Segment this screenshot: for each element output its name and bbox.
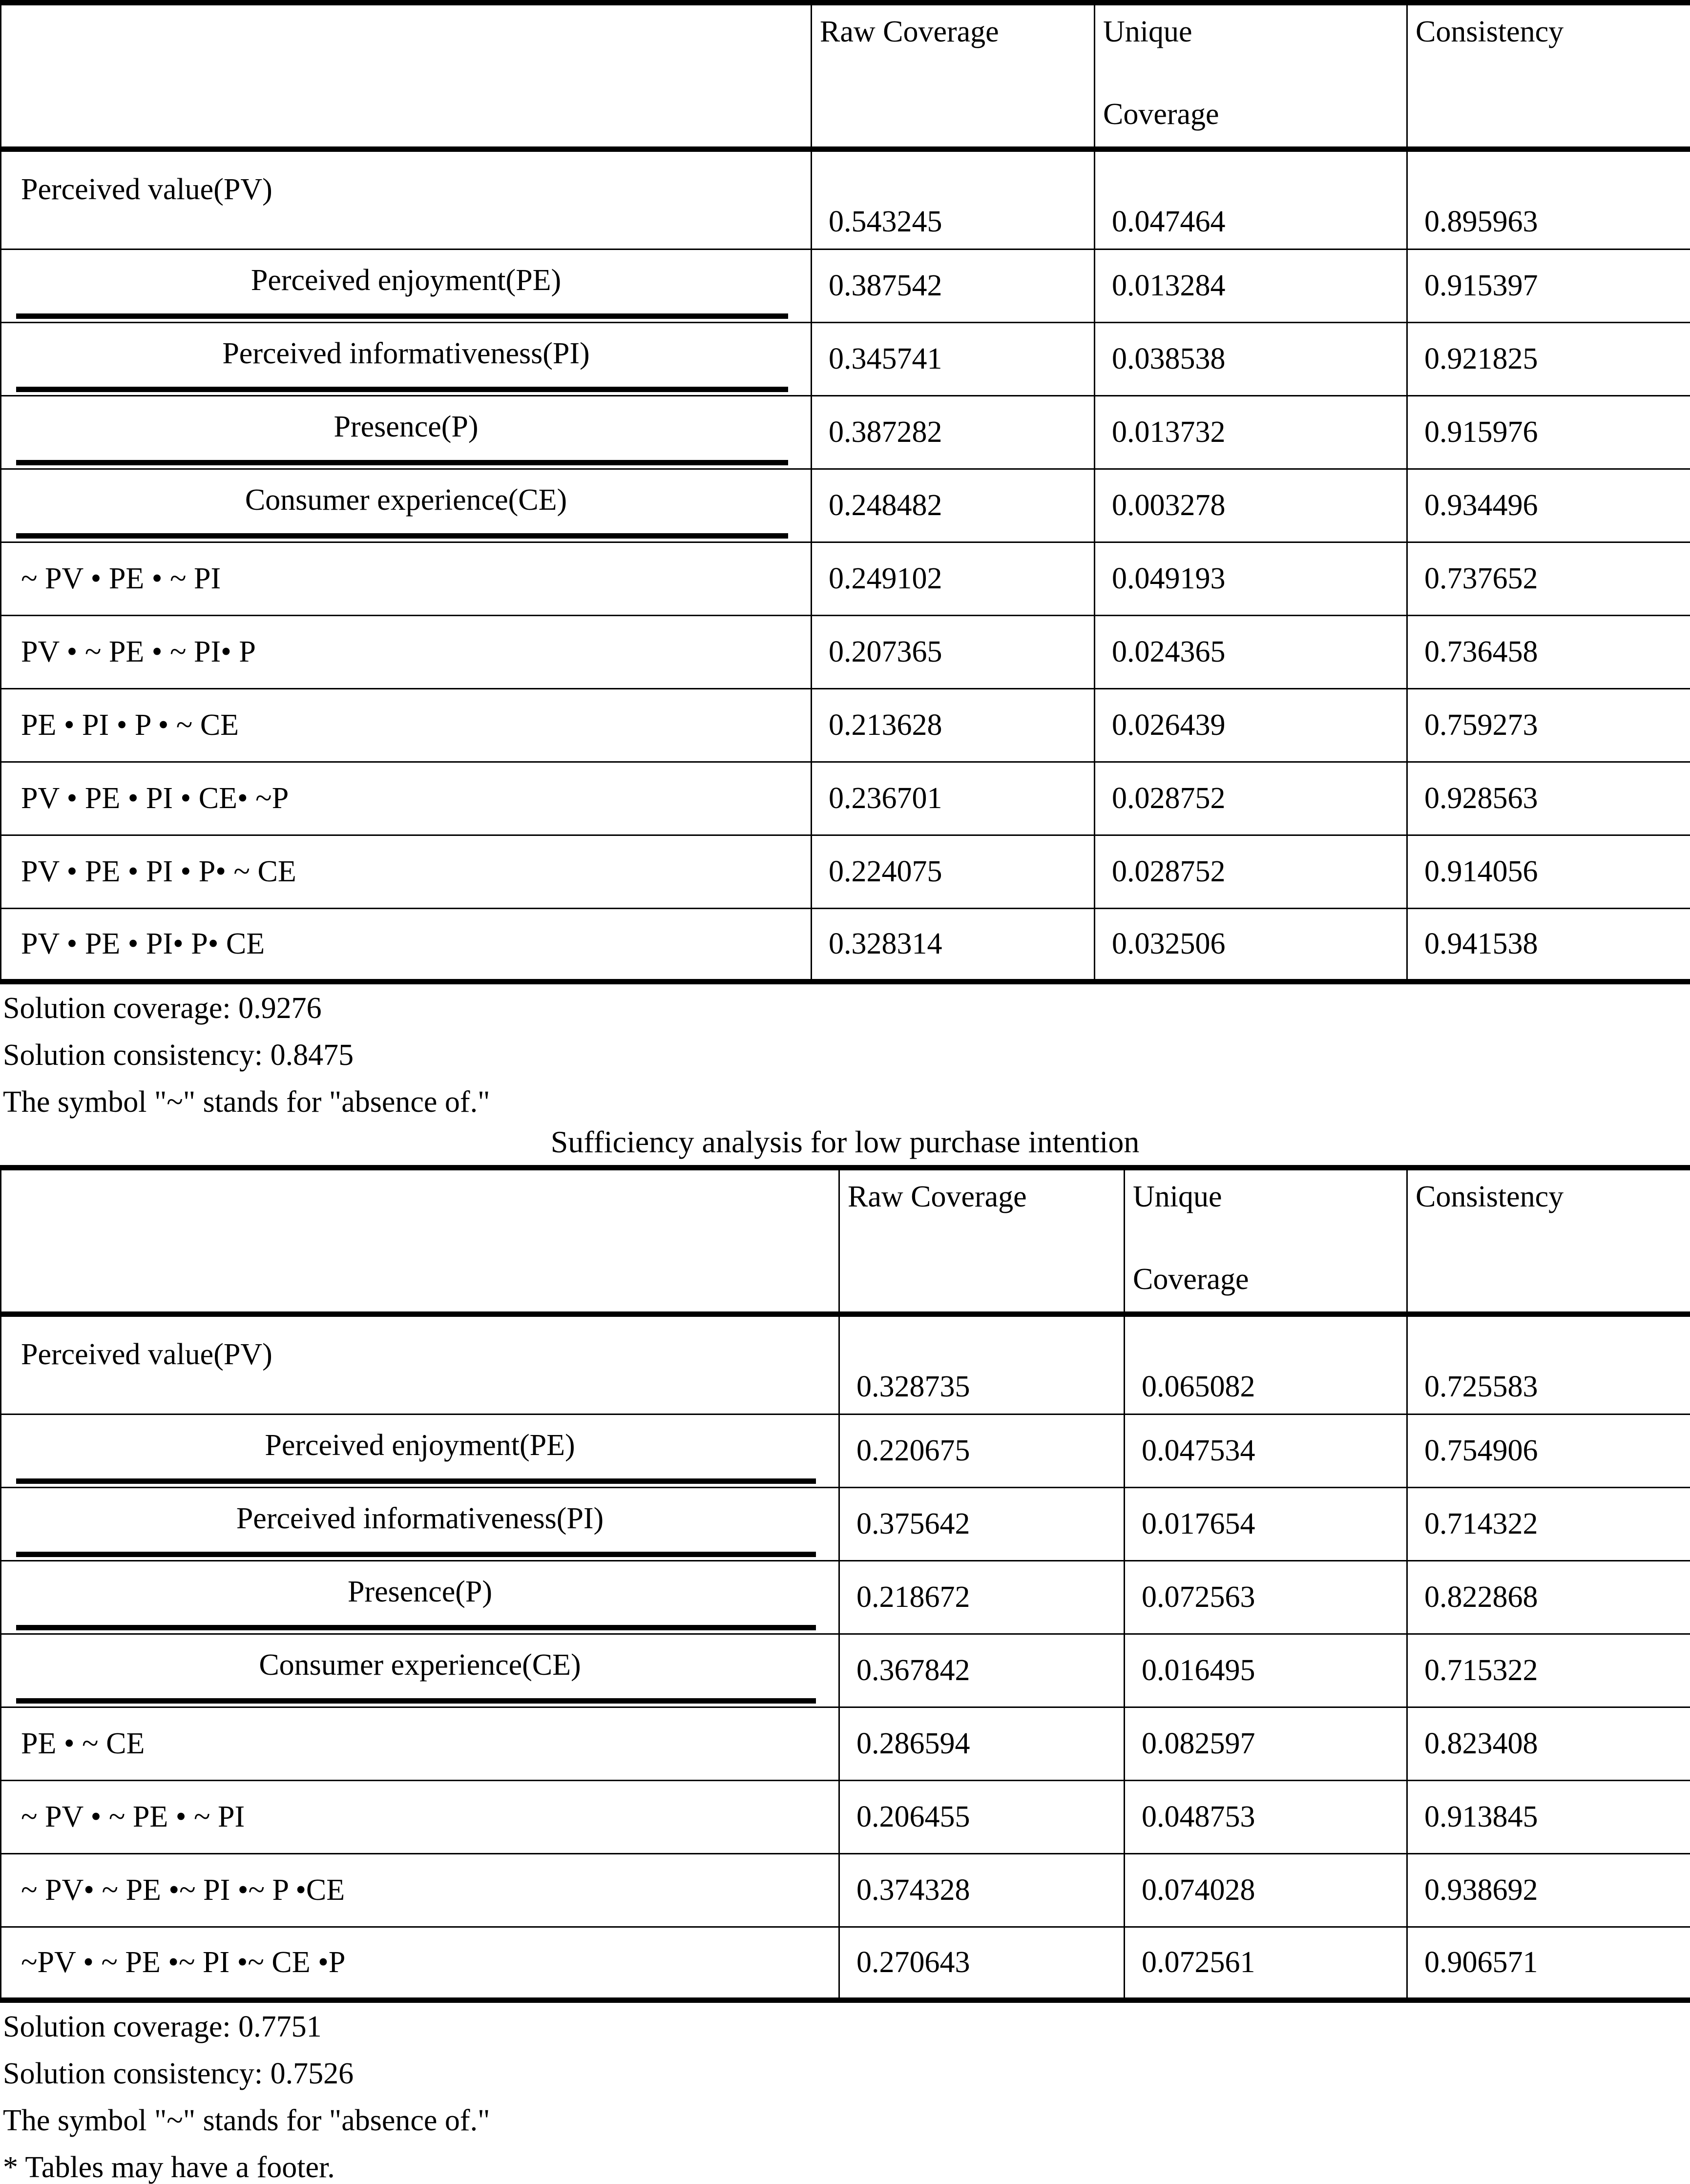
cell-raw-coverage: 0.286594 — [839, 1707, 1125, 1781]
cell-unique-coverage: 0.013732 — [1095, 396, 1407, 469]
cell-unique-coverage: 0.032506 — [1095, 909, 1407, 982]
table-row — [1, 835, 1690, 909]
cell-raw-coverage: 0.236701 — [812, 762, 1095, 835]
row-label: ~ PV • PE • ~ PI — [1, 542, 812, 616]
cell-unique-coverage: 0.028752 — [1095, 835, 1407, 909]
cell-raw-coverage: 0.387542 — [812, 250, 1095, 323]
cell-unique-coverage: 0.074028 — [1125, 1854, 1407, 1927]
header-cell-unique-coverage — [1095, 3, 1407, 149]
cell-unique-coverage: 0.028752 — [1095, 762, 1407, 835]
table-row — [1, 469, 1690, 542]
table2-title: Sufficiency analysis for low purchase intention — [0, 1117, 1690, 1165]
table2-solution-coverage: Solution coverage: 0.7751 — [0, 2012, 1690, 2042]
table-row — [1, 1488, 1690, 1561]
cell-consistency: 0.895963 — [1407, 149, 1690, 250]
row-label — [1, 469, 812, 542]
cell-consistency: 0.759273 — [1407, 689, 1690, 762]
cell-unique-coverage: 0.047534 — [1125, 1414, 1407, 1488]
row-label-text: Perceived informativeness(PI) — [236, 1502, 604, 1535]
row-label — [1, 1414, 839, 1488]
header-cell-consistency: Consistency — [1407, 3, 1690, 149]
row-label: ~ PV• ~ PE •~ PI •~ P •CE — [1, 1854, 839, 1927]
table1-solution-consistency: Solution consistency: 0.8475 — [0, 1040, 1690, 1070]
necessary-condition-rule — [16, 1625, 816, 1630]
spacer — [0, 2089, 1690, 2105]
cell-consistency: 0.906571 — [1407, 1927, 1690, 2000]
necessary-condition-rule — [16, 460, 788, 465]
cell-raw-coverage: 0.328314 — [812, 909, 1095, 982]
cell-raw-coverage: 0.367842 — [839, 1634, 1125, 1707]
row-label: ~PV • ~ PE •~ PI •~ CE •P — [1, 1927, 839, 2000]
table-row — [1, 149, 1690, 250]
cell-consistency: 0.915976 — [1407, 396, 1690, 469]
cell-raw-coverage: 0.328735 — [839, 1314, 1125, 1414]
cell-raw-coverage: 0.207365 — [812, 616, 1095, 689]
header-unique-line2: Coverage — [1103, 97, 1398, 132]
row-label: PV • ~ PE • ~ PI• P — [1, 616, 812, 689]
cell-raw-coverage: 0.249102 — [812, 542, 1095, 616]
cell-consistency: 0.941538 — [1407, 909, 1690, 982]
cell-unique-coverage: 0.016495 — [1125, 1634, 1407, 1707]
necessary-condition-rule — [16, 1478, 816, 1484]
table-row — [1, 762, 1690, 835]
cell-consistency: 0.822868 — [1407, 1561, 1690, 1634]
necessary-condition-rule — [16, 1698, 816, 1704]
row-label — [1, 396, 812, 469]
header-cell-raw-coverage: Raw Coverage — [839, 1168, 1125, 1314]
cell-consistency: 0.823408 — [1407, 1707, 1690, 1781]
row-label-text: Presence(P) — [348, 1575, 492, 1608]
cell-unique-coverage: 0.065082 — [1125, 1314, 1407, 1414]
row-label: PV • PE • PI • CE• ~P — [1, 762, 812, 835]
row-label: Perceived value(PV) — [1, 149, 812, 250]
cell-consistency: 0.914056 — [1407, 835, 1690, 909]
cell-unique-coverage: 0.024365 — [1095, 616, 1407, 689]
header-cell-blank — [1, 1168, 839, 1314]
row-label — [1, 1488, 839, 1561]
header-cell-unique-coverage — [1125, 1168, 1407, 1314]
spacer — [0, 2042, 1690, 2059]
header-cell-consistency: Consistency — [1407, 1168, 1690, 1314]
header-unique-line1: Unique — [1133, 1179, 1398, 1215]
cell-unique-coverage: 0.017654 — [1125, 1488, 1407, 1561]
necessary-condition-rule — [16, 313, 788, 319]
table-row — [1, 1634, 1690, 1707]
table2-symbol-note: The symbol "~" stands for "absence of." — [0, 2105, 1690, 2136]
row-label: ~ PV • ~ PE • ~ PI — [1, 1781, 839, 1854]
header-cell-raw-coverage: Raw Coverage — [812, 3, 1095, 149]
sufficiency-table-low-purchase-intention — [0, 1165, 1690, 2003]
table-row — [1, 1414, 1690, 1488]
cell-unique-coverage: 0.072563 — [1125, 1561, 1407, 1634]
header-cell-blank — [1, 3, 812, 149]
cell-raw-coverage: 0.345741 — [812, 323, 1095, 396]
necessary-condition-rule — [16, 533, 788, 539]
cell-raw-coverage: 0.374328 — [839, 1854, 1125, 1927]
cell-consistency: 0.736458 — [1407, 616, 1690, 689]
spacer — [0, 2136, 1690, 2152]
table-row — [1, 616, 1690, 689]
cell-consistency: 0.938692 — [1407, 1854, 1690, 1927]
row-label: PV • PE • PI• P• CE — [1, 909, 812, 982]
cell-unique-coverage: 0.072561 — [1125, 1927, 1407, 2000]
cell-raw-coverage: 0.224075 — [812, 835, 1095, 909]
spacer — [0, 1023, 1690, 1040]
necessary-condition-rule — [16, 1552, 816, 1557]
cell-consistency: 0.715322 — [1407, 1634, 1690, 1707]
cell-raw-coverage: 0.543245 — [812, 149, 1095, 250]
header-unique-line1: Unique — [1103, 14, 1398, 50]
cell-raw-coverage: 0.375642 — [839, 1488, 1125, 1561]
table-row — [1, 542, 1690, 616]
sufficiency-table-high-purchase-intention — [0, 0, 1690, 984]
table-header-row — [1, 3, 1690, 149]
header-unique-line2: Coverage — [1133, 1262, 1398, 1297]
table2-solution-consistency: Solution consistency: 0.7526 — [0, 2059, 1690, 2089]
table1-solution-coverage: Solution coverage: 0.9276 — [0, 993, 1690, 1023]
cell-raw-coverage: 0.206455 — [839, 1781, 1125, 1854]
table-row — [1, 1314, 1690, 1414]
row-label-text: Consumer experience(CE) — [245, 483, 567, 517]
cell-unique-coverage: 0.049193 — [1095, 542, 1407, 616]
cell-consistency: 0.714322 — [1407, 1488, 1690, 1561]
row-label-text: Consumer experience(CE) — [259, 1648, 581, 1682]
row-label-text: Presence(P) — [334, 410, 478, 443]
table-row — [1, 323, 1690, 396]
cell-raw-coverage: 0.218672 — [839, 1561, 1125, 1634]
table-row — [1, 250, 1690, 323]
cell-raw-coverage: 0.248482 — [812, 469, 1095, 542]
table-row — [1, 1927, 1690, 2000]
cell-raw-coverage: 0.270643 — [839, 1927, 1125, 2000]
cell-raw-coverage: 0.220675 — [839, 1414, 1125, 1488]
row-label: Perceived value(PV) — [1, 1314, 839, 1414]
cell-consistency: 0.934496 — [1407, 469, 1690, 542]
row-label: PE • ~ CE — [1, 1707, 839, 1781]
row-label — [1, 1561, 839, 1634]
table-row — [1, 689, 1690, 762]
cell-raw-coverage: 0.387282 — [812, 396, 1095, 469]
cell-unique-coverage: 0.026439 — [1095, 689, 1407, 762]
cell-consistency: 0.754906 — [1407, 1414, 1690, 1488]
row-label — [1, 323, 812, 396]
cell-unique-coverage: 0.003278 — [1095, 469, 1407, 542]
cell-unique-coverage: 0.082597 — [1125, 1707, 1407, 1781]
table2-footer-note: * Tables may have a footer. — [0, 2152, 1690, 2183]
row-label — [1, 1634, 839, 1707]
cell-unique-coverage: 0.048753 — [1125, 1781, 1407, 1854]
table-row — [1, 1854, 1690, 1927]
row-label — [1, 250, 812, 323]
cell-consistency: 0.737652 — [1407, 542, 1690, 616]
row-label-text: Perceived informativeness(PI) — [222, 337, 589, 370]
cell-consistency: 0.921825 — [1407, 323, 1690, 396]
cell-unique-coverage: 0.038538 — [1095, 323, 1407, 396]
table-row — [1, 396, 1690, 469]
cell-consistency: 0.928563 — [1407, 762, 1690, 835]
table-row — [1, 1781, 1690, 1854]
table-row — [1, 909, 1690, 982]
row-label: PV • PE • PI • P• ~ CE — [1, 835, 812, 909]
row-label-text: Perceived enjoyment(PE) — [251, 264, 561, 297]
row-label: PE • PI • P • ~ CE — [1, 689, 812, 762]
table-header-row — [1, 1168, 1690, 1314]
cell-unique-coverage: 0.013284 — [1095, 250, 1407, 323]
cell-raw-coverage: 0.213628 — [812, 689, 1095, 762]
spacer — [0, 1070, 1690, 1087]
table-row — [1, 1561, 1690, 1634]
necessary-condition-rule — [16, 387, 788, 392]
table1-symbol-note: The symbol "~" stands for "absence of." — [0, 1087, 1690, 1117]
cell-consistency: 0.915397 — [1407, 250, 1690, 323]
row-label-text: Perceived enjoyment(PE) — [265, 1429, 575, 1462]
cell-consistency: 0.913845 — [1407, 1781, 1690, 1854]
cell-consistency: 0.725583 — [1407, 1314, 1690, 1414]
table-row — [1, 1707, 1690, 1781]
cell-unique-coverage: 0.047464 — [1095, 149, 1407, 250]
